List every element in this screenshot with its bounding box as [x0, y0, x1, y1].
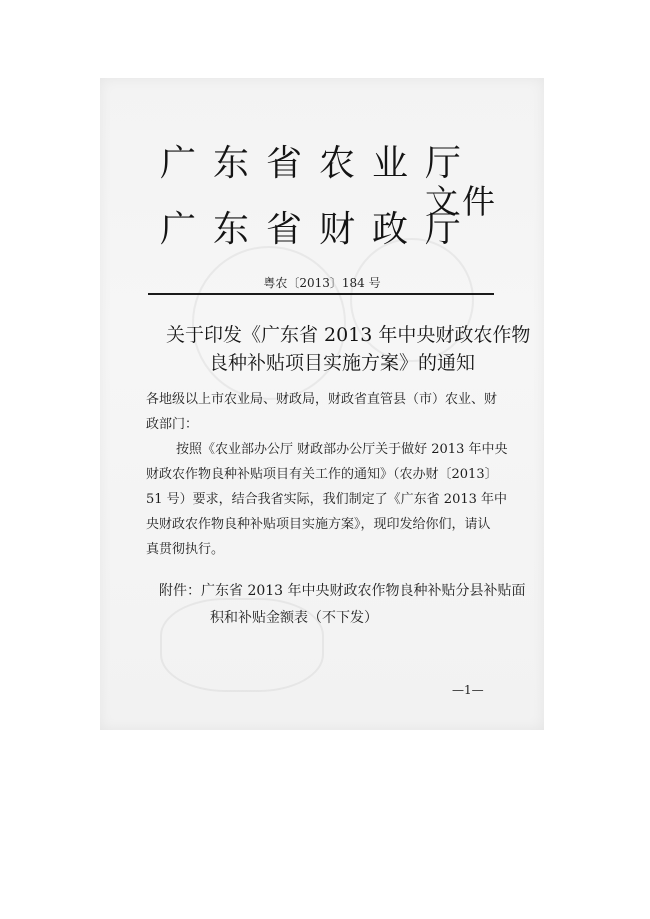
paragraph-line-3: 51 号）要求，结合我省实际，我们制定了《广东省 2013 年中: [146, 492, 508, 507]
scanned-document: [100, 78, 544, 730]
document-type-label: 文件: [425, 182, 499, 221]
header-rule: [148, 293, 494, 295]
title-line-1: 关于印发《广东省 2013 年中央财政农作物: [166, 324, 531, 346]
issuer-line-1: 广东省农业厅: [160, 143, 479, 184]
paragraph-line-5: 真贯彻执行。: [146, 542, 225, 557]
addressee-line-2: 政部门：: [146, 417, 199, 432]
document-number: 粤农〔2013〕184 号: [263, 276, 381, 290]
paragraph-line-2: 财政农作物良种补贴项目有关工作的通知》（农办财〔2013〕: [146, 467, 498, 482]
issuer-line-2: 广东省财政厅: [160, 209, 479, 250]
addressee-line-1: 各地级以上市农业局、财政局，财政省直管县（市）农业、财: [146, 392, 498, 407]
attachment-line-1: 附件：广东省 2013 年中央财政农作物良种补贴分县补贴面: [159, 583, 526, 599]
title-line-2: 良种补贴项目实施方案》的通知: [209, 352, 476, 374]
page-number: —1—: [452, 683, 484, 697]
paragraph-line-1: 按照《农业部办公厅 财政部办公厅关于做好 2013 年中央: [176, 442, 508, 457]
paragraph-line-4: 央财政农作物良种补贴项目实施方案》，现印发给你们，请认: [146, 517, 491, 532]
attachment-line-2: 积和补贴金额表（不下发）: [210, 610, 378, 626]
